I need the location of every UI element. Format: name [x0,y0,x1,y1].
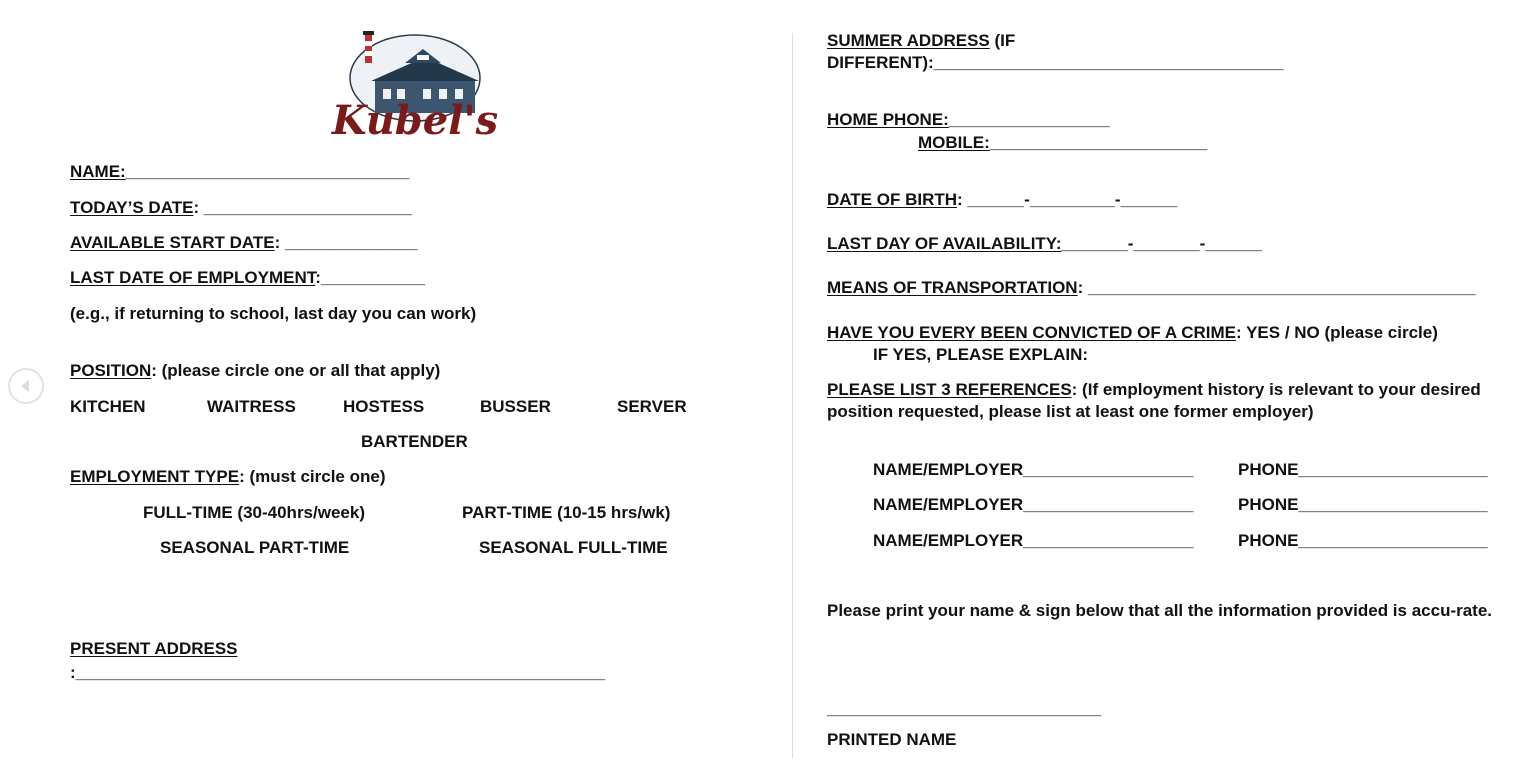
crime-options[interactable]: : YES / NO (please circle) [1236,323,1438,342]
crime-explain-label: IF YES, PLEASE EXPLAIN: [873,345,1089,364]
mobile-label: MOBILE: [918,133,990,152]
last-employment-field[interactable] [70,267,425,289]
available-start-label: AVAILABLE START DATE [70,233,275,252]
employment-type-note: : (must circle one) [239,467,386,486]
employment-type-option[interactable]: SEASONAL PART-TIME [160,538,350,557]
position-label: POSITION [70,361,152,380]
position-option[interactable]: BUSSER [480,397,551,416]
last-day-blank: _______-_______-______ [1061,234,1262,253]
last-employment-label: LAST DATE OF EMPLOYMENT [70,268,316,287]
available-start-blank: : ______________ [274,233,418,252]
summer-address-tail: (IF [989,31,1016,50]
previous-page-button[interactable] [8,368,44,404]
references-label: PLEASE LIST 3 REFERENCES [827,380,1072,399]
last-day-field[interactable] [827,233,1262,255]
available-start-field[interactable] [70,232,417,254]
todays-date-field[interactable] [70,197,412,219]
signature-note: Please print your name & sign below that all the information provided is accu-rate. [827,601,1493,620]
reference-phone-field[interactable]: PHONE____________________ [1238,460,1488,479]
reference-name-field[interactable]: NAME/EMPLOYER__________________ [873,531,1194,550]
position-option[interactable]: WAITRESS [207,397,296,416]
home-phone-label: HOME PHONE: [827,110,949,129]
todays-date-label: TODAY’S DATE [70,198,194,217]
position-option[interactable]: SERVER [617,397,687,416]
crime-label: HAVE YOU EVERY BEEN CONVICTED OF A CRIME [827,323,1237,342]
printed-name-line[interactable]: _____________________________ [827,699,1102,718]
position-option[interactable]: KITCHEN [70,397,146,416]
position-heading [70,360,440,382]
mobile-field[interactable] [918,132,1207,154]
chevron-left-circle-icon [17,377,35,395]
position-option[interactable]: HOSTESS [343,397,425,416]
summer-address-blank[interactable]: DIFFERENT):_____________________________________ [827,53,1284,72]
home-phone-field[interactable] [827,109,1110,131]
reference-name-field[interactable]: NAME/EMPLOYER__________________ [873,495,1194,514]
position-note: : (please circle one or all that apply) [151,361,441,380]
last-employment-note: (e.g., if returning to school, last day you can work) [70,304,477,323]
todays-date-blank: : ______________________ [193,198,412,217]
position-option[interactable]: BARTENDER [361,432,468,451]
printed-name-label: PRINTED NAME [827,730,957,749]
transport-label: MEANS OF TRANSPORTATION [827,278,1078,297]
reference-name-field[interactable]: NAME/EMPLOYER__________________ [873,460,1194,479]
employment-type-option[interactable]: FULL-TIME (30-40hrs/week) [143,503,365,522]
summer-address-label: SUMMER ADDRESS [827,31,990,50]
name-field[interactable] [70,161,409,183]
kubels-logo [331,31,499,149]
last-employment-blank: :___________ [315,268,425,287]
reference-phone-field[interactable]: PHONE____________________ [1238,531,1488,550]
transport-blank: : _________________________________________ [1077,278,1476,297]
dob-label: DATE OF BIRTH [827,190,958,209]
employment-type-option[interactable]: PART-TIME (10-15 hrs/wk) [462,503,671,522]
svg-text:Kubel's: Kubel's [331,97,499,144]
crime-question [827,322,1438,344]
dob-blank: : ______-_________-______ [957,190,1178,209]
present-address-label: PRESENT ADDRESS [70,639,238,658]
references-heading [827,379,1517,423]
summer-address-heading [827,30,1015,52]
mobile-blank: _______________________ [989,133,1208,152]
employment-type-label: EMPLOYMENT TYPE [70,467,240,486]
references-note: : (If employment history is relevant to your desired position requested, please list at least one former employer) [827,380,1481,421]
employment-type-option[interactable]: SEASONAL FULL-TIME [479,538,668,557]
name-blank: ______________________________ [125,162,410,181]
last-day-label: LAST DAY OF AVAILABILITY: [827,234,1062,253]
transport-field[interactable] [827,277,1476,299]
dob-field[interactable] [827,189,1177,211]
reference-phone-field[interactable]: PHONE____________________ [1238,495,1488,514]
present-address-blank[interactable]: :________________________________________________________ [70,663,606,682]
page-divider [792,33,793,758]
employment-type-heading [70,466,386,488]
home-phone-blank: _________________ [948,110,1110,129]
name-label: NAME: [70,162,126,181]
